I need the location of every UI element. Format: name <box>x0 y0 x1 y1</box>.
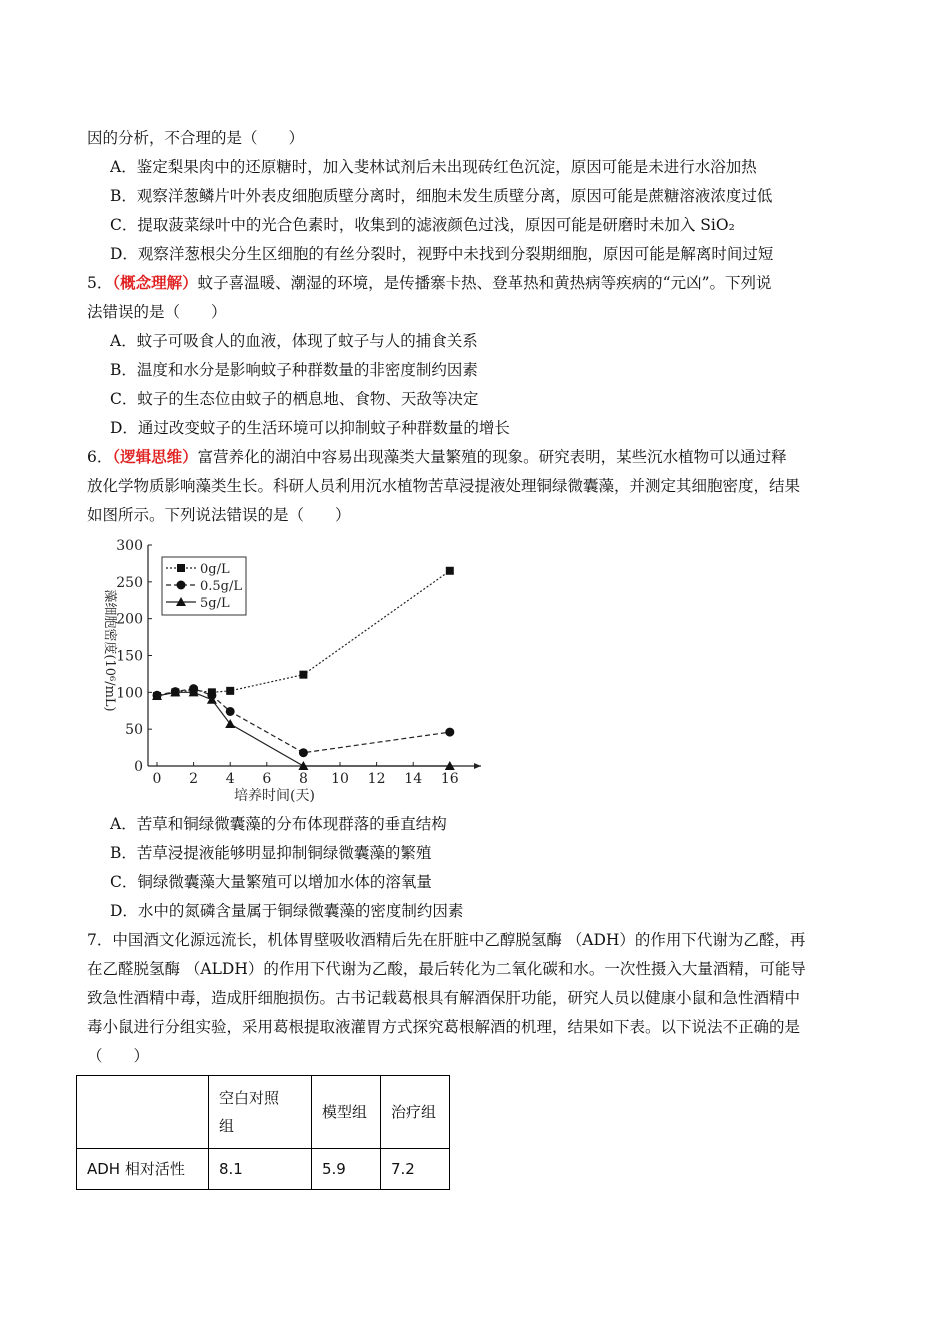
data-point-series-2 <box>225 719 235 728</box>
y-tick-label: 150 <box>116 648 143 665</box>
header-blank-control-line-1: 空白对照 <box>219 1089 280 1107</box>
q6-option-a: A．苦草和铜绿微囊藻的分布体现群落的垂直结构 <box>110 815 447 833</box>
table-cell-blank-control: 8.1 <box>209 1149 312 1190</box>
table-cell-model: 5.9 <box>312 1149 381 1190</box>
x-tick-label: 6 <box>262 771 272 787</box>
x-tick-label: 8 <box>298 771 308 787</box>
data-point-series-1 <box>445 728 454 737</box>
q6-option-c: C．铜绿微囊藻大量繁殖可以增加水体的溶氧量 <box>110 873 432 891</box>
x-axis-arrow <box>474 763 481 769</box>
q5-stem-line-1 <box>87 272 772 294</box>
q4-option-d: D．观察洋葱根尖分生区细胞的有丝分裂时，视野中未找到分裂期细胞，原因可能是解离时间过短 <box>110 245 774 263</box>
algae-density-chart <box>86 535 486 805</box>
q7-stem-line-3: 致急性酒精中毒，造成肝细胞损伤。古书记载葛根具有解酒保肝功能，研究人员以健康小鼠和急性酒精中 <box>87 989 801 1007</box>
q6-stem-text: 富营养化的湖泊中容易出现藻类大量繁殖的现象。研究表明，某些沉水植物可以通过释 <box>197 448 787 466</box>
legend-marker-1 <box>177 581 186 590</box>
q7-stem-line-4: 毒小鼠进行分组实验，采用葛根提取液灌胃方式探究葛根解酒的机理，结果如下表。以下说法不正确的是 <box>87 1018 801 1036</box>
y-tick-label: 250 <box>116 574 143 591</box>
q5-stem-line-2: 法错误的是（ ） <box>87 303 227 321</box>
legend-label-2: 5g/L <box>200 596 230 611</box>
data-point-series-1 <box>299 748 308 757</box>
y-tick-label: 300 <box>116 538 143 554</box>
legend-label-0: 0g/L <box>200 562 230 577</box>
q4-option-b: B．观察洋葱鳞片叶外表皮细胞质壁分离时，细胞未发生质壁分离，原因可能是蔗糖溶液浓度过低 <box>110 187 773 205</box>
q5-option-c: C．蚊子的生态位由蚊子的栖息地、食物、天敌等决定 <box>110 390 479 408</box>
q6-option-b: B．苦草浸提液能够明显抑制铜绿微囊藻的繁殖 <box>110 844 432 862</box>
data-point-series-0 <box>446 567 454 575</box>
data-point-series-0 <box>299 671 307 679</box>
legend-marker-0 <box>177 564 185 572</box>
x-axis-label: 培养时间(天) <box>234 788 315 804</box>
q6-option-d: D．水中的氮磷含量属于铜绿微囊藻的密度制约因素 <box>110 902 464 920</box>
series-line-1 <box>157 689 450 753</box>
x-tick-label: 12 <box>367 771 386 787</box>
x-tick-label: 0 <box>152 771 162 787</box>
table-cell-treatment: 7.2 <box>381 1149 450 1190</box>
legend-label-1: 0.5g/L <box>200 579 243 594</box>
table-row-label: ADH 相对活性 <box>77 1149 209 1190</box>
q4-option-c: C．提取菠菜绿叶中的光合色素时，收集到的滤液颜色过浅，原因可能是研磨时未加入 SiO₂ <box>110 216 735 234</box>
q6-stem-line-3: 如图所示。下列说法错误的是（ ） <box>87 506 351 524</box>
q6-stem-line-2: 放化学物质影响藻类生长。科研人员利用沉水植物苦草浸提液处理铜绿微囊藻，并测定其细胞密度，结果 <box>87 477 801 495</box>
q5-tag: （概念理解） <box>112 273 198 292</box>
data-point-series-1 <box>226 707 235 716</box>
x-tick-label: 14 <box>404 771 423 787</box>
q7-stem-line-2: 在乙醛脱氢酶 （ALDH）的作用下代谢为乙酸，最后转化为二氧化碳和水。一次性摄入大量酒精，可能导 <box>87 960 806 978</box>
q6-number: 6． <box>87 448 113 466</box>
table-header-row <box>77 1076 450 1149</box>
table-corner-cell <box>77 1076 209 1149</box>
y-tick-label: 200 <box>116 611 143 628</box>
x-tick-label: 4 <box>225 771 235 787</box>
y-tick-label: 100 <box>116 685 143 702</box>
table-header-model: 模型组 <box>312 1076 381 1149</box>
q5-stem-text: 蚊子喜温暖、潮湿的环境，是传播寨卡热、登革热和黄热病等疾病的“元凶”。下列说 <box>197 274 772 292</box>
q4-option-a: A．鉴定梨果肉中的还原糖时，加入斐林试剂后未出现砖红色沉淀，原因可能是未进行水浴加热 <box>110 158 757 176</box>
y-axis-label: 藻细胞密度(10⁶/mL) <box>102 589 117 712</box>
y-tick-label: 0 <box>134 759 143 775</box>
header-blank-control-line-2: 组 <box>219 1117 235 1135</box>
q7-stem-line-1: 7．中国酒文化源远流长，机体胃壁吸收酒精后先在肝脏中乙醇脱氢酶 （ADH）的作用下代谢为乙醛，再 <box>87 931 806 949</box>
table-header-blank-control <box>209 1076 312 1149</box>
q6-stem-line-1 <box>87 446 787 468</box>
y-tick-label: 50 <box>125 722 143 739</box>
q7-stem-line-5: （ ） <box>87 1047 150 1065</box>
x-tick-label: 2 <box>189 771 199 787</box>
q5-number: 5． <box>87 274 113 292</box>
data-point-series-0 <box>226 687 234 695</box>
adh-activity-table <box>76 1075 450 1190</box>
x-tick-label: 10 <box>331 771 349 787</box>
table-row <box>77 1149 450 1190</box>
x-tick-label: 16 <box>440 771 459 787</box>
table-header-treatment: 治疗组 <box>381 1076 450 1149</box>
q5-option-a: A．蚊子可吸食人的血液，体现了蚊子与人的捕食关系 <box>110 332 478 350</box>
q5-option-b: B．温度和水分是影响蚊子种群数量的非密度制约因素 <box>110 361 478 379</box>
q6-tag: （逻辑思维） <box>112 447 198 466</box>
q4-stem-tail: 因的分析，不合理的是（ ） <box>87 129 305 147</box>
q5-option-d: D．通过改变蚊子的生活环境可以抑制蚊子种群数量的增长 <box>110 419 510 437</box>
